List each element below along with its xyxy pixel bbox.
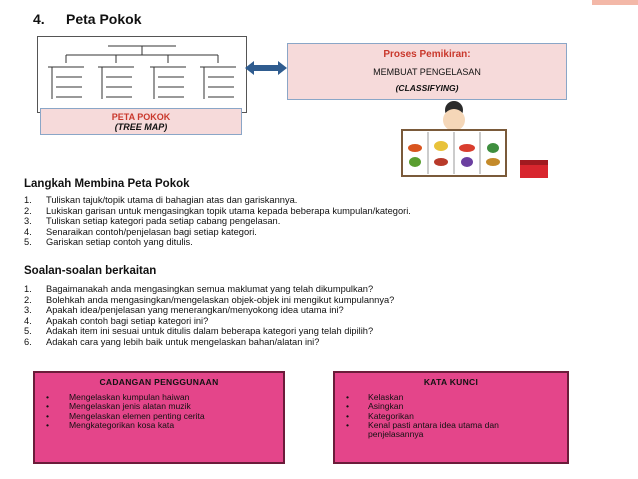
list-item: • Mengelaskan elemen penting cerita bbox=[46, 410, 205, 421]
list-item: • Mengelaskan jenis alatan muzik bbox=[46, 401, 191, 412]
list-item: 4. Apakah contoh bagi setiap kategori ini? bbox=[24, 315, 209, 326]
tree-map-lines bbox=[38, 37, 246, 112]
list-item: 2. Bolehkah anda mengasingkan/mengelaskan objek-objek ini mengikut kumpulannya? bbox=[24, 294, 395, 305]
list-item: 2. Lukiskan garisan untuk mengasingkan topik utama kepada beberapa kumpulan/kategori. bbox=[24, 205, 411, 216]
list-item: • Kelaskan bbox=[346, 392, 404, 402]
thinking-process-box bbox=[287, 43, 567, 100]
usage-suggestions-box bbox=[33, 371, 285, 464]
steps-list bbox=[24, 195, 504, 248]
section-title: Peta Pokok bbox=[66, 11, 142, 27]
list-item: • Kenal pasti antara idea utama dan penjelasannya bbox=[346, 419, 499, 440]
corner-accent bbox=[592, 0, 638, 5]
list-item: 3. Tuliskan setiap kategori pada setiap cabang pengelasan. bbox=[24, 216, 281, 227]
tree-map-label bbox=[40, 108, 242, 135]
list-item: • Mengelaskan kumpulan haiwan bbox=[46, 392, 190, 402]
tree-map-label-sub: (TREE MAP) bbox=[114, 122, 168, 132]
list-item: 4. Senaraikan contoh/penjelasan bagi setiap kategori. bbox=[24, 226, 257, 237]
process-english: (CLASSIFYING) bbox=[395, 83, 459, 93]
double-arrow-icon bbox=[245, 61, 287, 75]
keywords-list bbox=[335, 393, 545, 439]
list-item: 1. Tuliskan tajuk/topik utama di bahagian atas dan gariskannya. bbox=[24, 195, 298, 205]
section-number: 4. bbox=[33, 11, 45, 27]
questions-heading: Soalan-soalan berkaitan bbox=[24, 265, 157, 277]
process-subtitle: MEMBUAT PENGELASAN bbox=[373, 67, 481, 77]
keywords-box bbox=[333, 371, 569, 464]
list-item: • Asingkan bbox=[346, 401, 404, 412]
list-item: • Mengkategorikan kosa kata bbox=[46, 419, 175, 430]
usage-suggestions-list bbox=[35, 393, 215, 430]
list-item: 5. Gariskan setiap contoh yang ditulis. bbox=[24, 237, 193, 248]
questions-list bbox=[24, 284, 614, 348]
red-box bbox=[520, 160, 548, 178]
keywords-title: KATA KUNCI bbox=[423, 377, 479, 387]
steps-heading: Langkah Membina Peta Pokok bbox=[24, 178, 190, 190]
list-item: 3. Apakah idea/penjelasan yang menerangkan/menyokong idea utama ini? bbox=[24, 305, 344, 316]
tree-map-label-main: PETA POKOK bbox=[111, 112, 171, 122]
list-item: 1. Bagaimanakah anda mengasingkan semua maklumat yang telah dikumpulkan? bbox=[24, 284, 374, 294]
list-item: 5. Adakah item ini sesuai untuk ditulis dalam beberapa kategori yang telah dipilih? bbox=[24, 326, 374, 337]
tree-map-diagram bbox=[37, 36, 247, 113]
usage-suggestions-title: CADANGAN PENGGUNAAN bbox=[99, 377, 219, 387]
sorting-illustration bbox=[380, 100, 550, 182]
list-item: • Kategorikan bbox=[346, 410, 414, 421]
process-title: Proses Pemikiran: bbox=[383, 49, 471, 60]
list-item: 6. Adakah cara yang lebih baik untuk mengelaskan bahan/alatan ini? bbox=[24, 336, 320, 347]
